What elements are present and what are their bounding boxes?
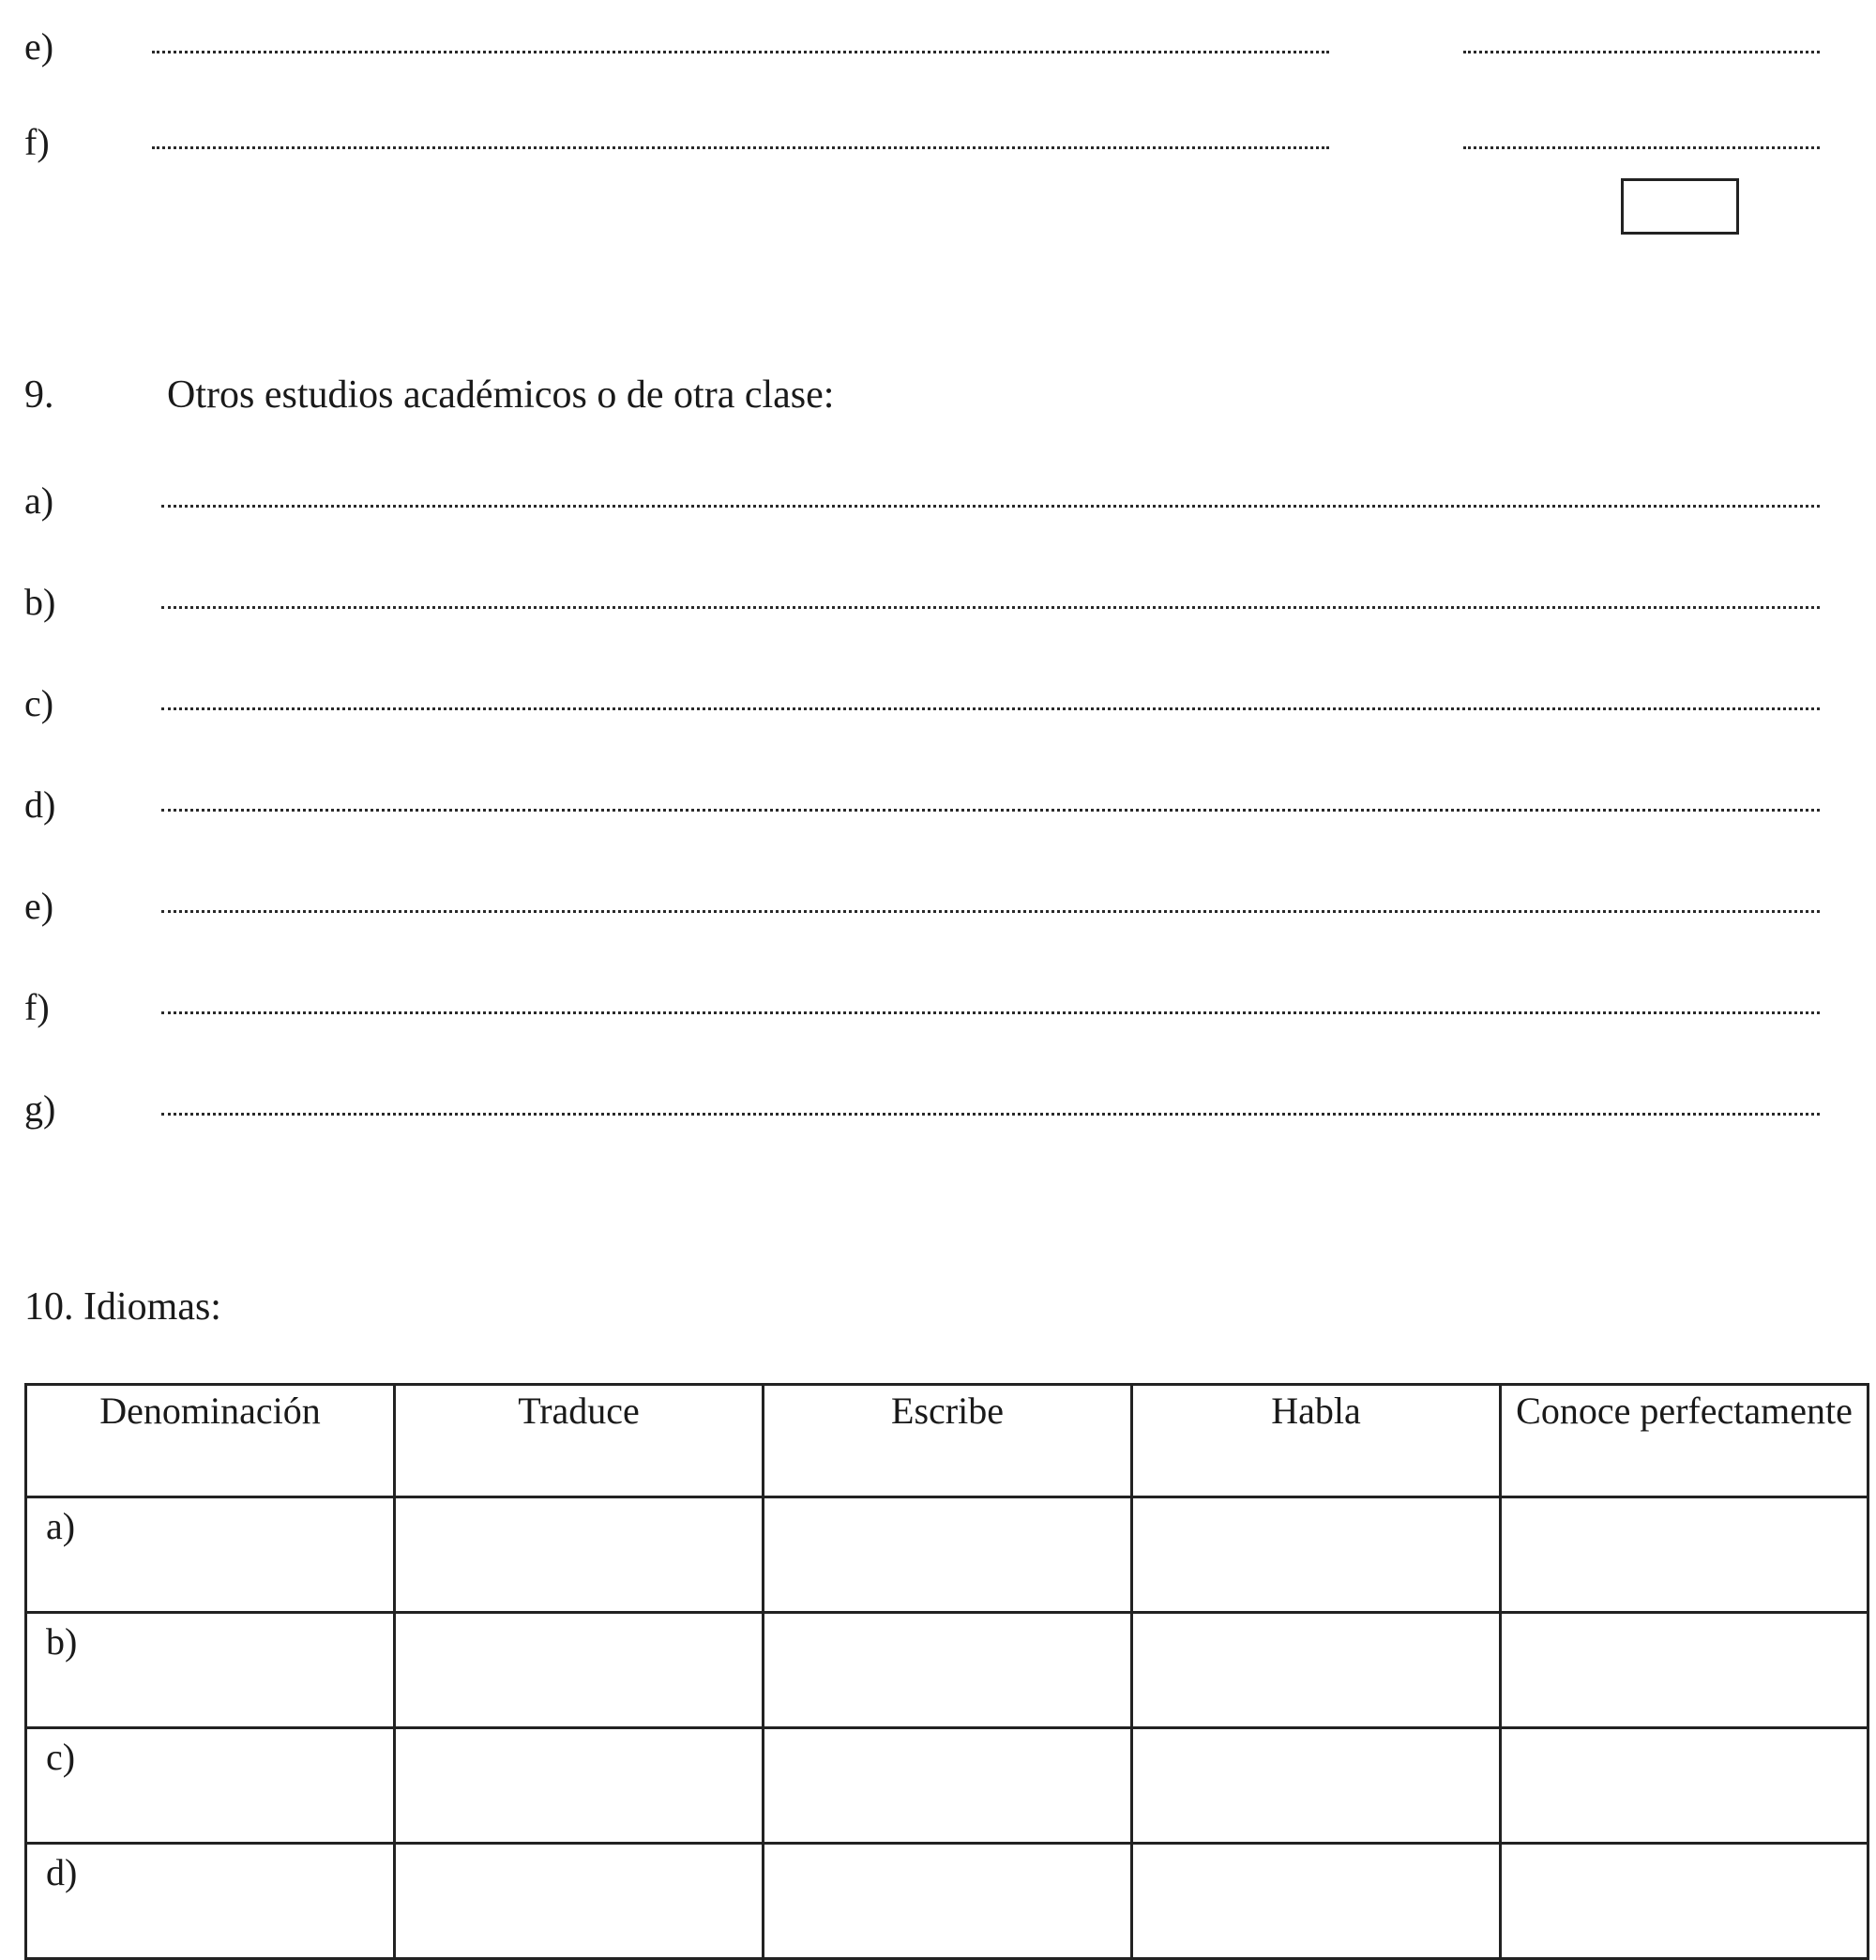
escribe-cell[interactable]: [764, 1844, 1132, 1959]
traduce-cell[interactable]: [395, 1728, 764, 1844]
traduce-cell[interactable]: [395, 1497, 764, 1613]
habla-cell[interactable]: [1132, 1613, 1501, 1728]
header-escribe: Escribe: [764, 1385, 1132, 1497]
section-9-number: 9.: [24, 373, 54, 417]
table-row: [26, 1613, 1868, 1728]
row-label-cell[interactable]: d): [26, 1844, 395, 1959]
form-row-e: [0, 24, 1876, 81]
study-row-g: [0, 1086, 1876, 1143]
fill-line[interactable]: [161, 505, 1820, 508]
fill-line[interactable]: [161, 809, 1820, 812]
row-label-cell[interactable]: c): [26, 1728, 395, 1844]
row-label: f): [24, 121, 50, 163]
row-label: e): [24, 25, 54, 68]
section-9-title: Otros estudios académicos o de otra clase:: [167, 373, 835, 417]
study-row-a: [0, 479, 1876, 535]
fill-line[interactable]: [161, 910, 1820, 913]
fill-line-grade[interactable]: [1463, 146, 1820, 149]
form-row-f: [0, 120, 1876, 176]
row-label-cell[interactable]: b): [26, 1613, 395, 1728]
section-10-title: 10. Idiomas:: [24, 1285, 221, 1329]
table-header-row: [26, 1385, 1868, 1497]
row-label: a): [24, 479, 54, 522]
row-label: e): [24, 885, 54, 927]
table-row: [26, 1728, 1868, 1844]
header-traduce: Traduce: [395, 1385, 764, 1497]
score-box[interactable]: [1621, 178, 1739, 235]
fill-line-study[interactable]: [152, 146, 1329, 149]
row-label-cell[interactable]: a): [26, 1497, 395, 1613]
habla-cell[interactable]: [1132, 1728, 1501, 1844]
habla-cell[interactable]: [1132, 1497, 1501, 1613]
habla-cell[interactable]: [1132, 1844, 1501, 1959]
header-denominacion: Denominación: [26, 1385, 395, 1497]
study-row-e: [0, 884, 1876, 940]
header-conoce: Conoce perfectamente: [1501, 1385, 1868, 1497]
row-label: g): [24, 1087, 56, 1130]
row-label: c): [24, 682, 54, 724]
fill-line[interactable]: [161, 1113, 1820, 1116]
conoce-cell[interactable]: [1501, 1728, 1868, 1844]
traduce-cell[interactable]: [395, 1844, 764, 1959]
study-row-b: [0, 580, 1876, 636]
escribe-cell[interactable]: [764, 1497, 1132, 1613]
languages-table: [24, 1383, 1869, 1960]
conoce-cell[interactable]: [1501, 1844, 1868, 1959]
row-label: f): [24, 986, 50, 1028]
fill-line[interactable]: [161, 707, 1820, 710]
table-row: [26, 1497, 1868, 1613]
study-row-f: [0, 985, 1876, 1041]
fill-line[interactable]: [161, 606, 1820, 609]
escribe-cell[interactable]: [764, 1613, 1132, 1728]
row-label: d): [24, 783, 56, 826]
study-row-c: [0, 681, 1876, 737]
conoce-cell[interactable]: [1501, 1497, 1868, 1613]
study-row-d: [0, 782, 1876, 839]
traduce-cell[interactable]: [395, 1613, 764, 1728]
fill-line-grade[interactable]: [1463, 51, 1820, 53]
conoce-cell[interactable]: [1501, 1613, 1868, 1728]
header-habla: Habla: [1132, 1385, 1501, 1497]
row-label: b): [24, 581, 56, 623]
fill-line-study[interactable]: [152, 51, 1329, 53]
fill-line[interactable]: [161, 1011, 1820, 1014]
escribe-cell[interactable]: [764, 1728, 1132, 1844]
table-row: [26, 1844, 1868, 1959]
